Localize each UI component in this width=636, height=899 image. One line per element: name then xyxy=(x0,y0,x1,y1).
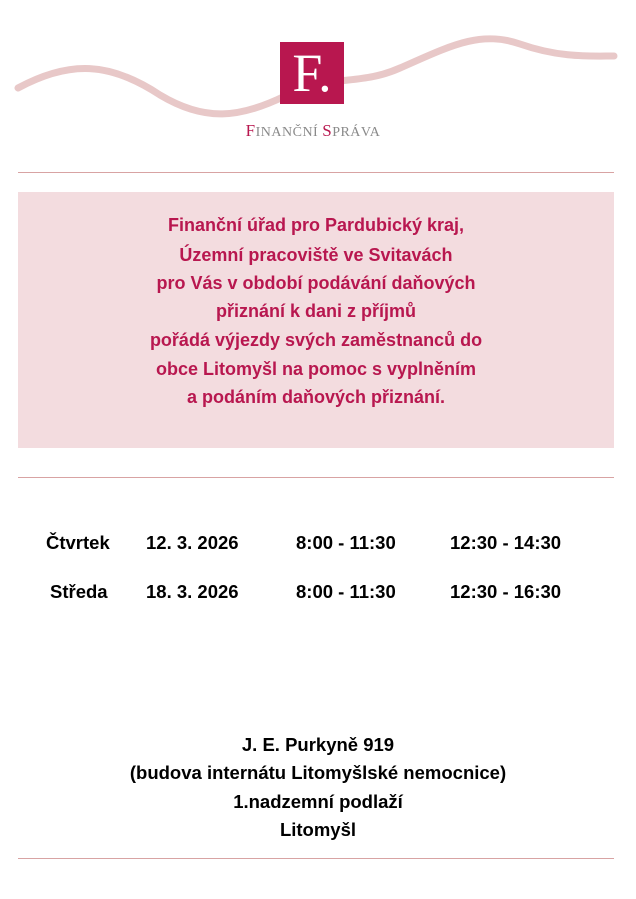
divider-top xyxy=(18,172,614,173)
address-line: (budova internátu Litomyšlské nemocnice) xyxy=(129,762,507,783)
notice-line: a podáním daňových přiznání. xyxy=(186,387,446,407)
address-line: Litomyšl xyxy=(279,819,357,840)
notice-panel xyxy=(18,192,614,448)
schedule-morning-hours: 8:00 - 11:30 xyxy=(296,532,396,553)
notice-line: obce Litomyšl na pomoc s vyplněním xyxy=(155,359,477,379)
notice-line: pro Vás v období podávání daňových xyxy=(156,273,476,293)
brand-name xyxy=(220,121,406,141)
brand-second-rest: PRÁVA xyxy=(332,125,381,140)
schedule-date: 12. 3. 2026 xyxy=(146,532,239,553)
schedule-day: Čtvrtek xyxy=(46,532,110,553)
notice-line: pořádá výjezdy svých zaměstnanců do xyxy=(149,330,483,350)
address-line: J. E. Purkyně 919 xyxy=(241,734,395,755)
brand-first-initial: F xyxy=(245,121,256,140)
brand-second-initial: S xyxy=(322,121,333,140)
notice-line: Územní pracoviště ve Svitavách xyxy=(179,245,453,265)
brand-first-rest: INANČNÍ xyxy=(255,125,319,140)
schedule-morning-hours: 8:00 - 11:30 xyxy=(296,581,396,602)
divider-bottom xyxy=(18,858,614,859)
financni-sprava-logo xyxy=(280,42,344,104)
logo-letter: F. xyxy=(292,43,332,103)
notice-line: Finanční úřad pro Pardubický kraj, xyxy=(167,215,465,235)
divider-middle xyxy=(18,477,614,478)
notice-line: přiznání k dani z příjmů xyxy=(215,301,417,321)
schedule-afternoon-hours: 12:30 - 16:30 xyxy=(450,581,562,602)
schedule-afternoon-hours: 12:30 - 14:30 xyxy=(450,532,562,553)
schedule-date: 18. 3. 2026 xyxy=(146,581,239,602)
address-line: 1.nadzemní podlaží xyxy=(233,791,403,812)
schedule-day: Středa xyxy=(50,581,108,602)
